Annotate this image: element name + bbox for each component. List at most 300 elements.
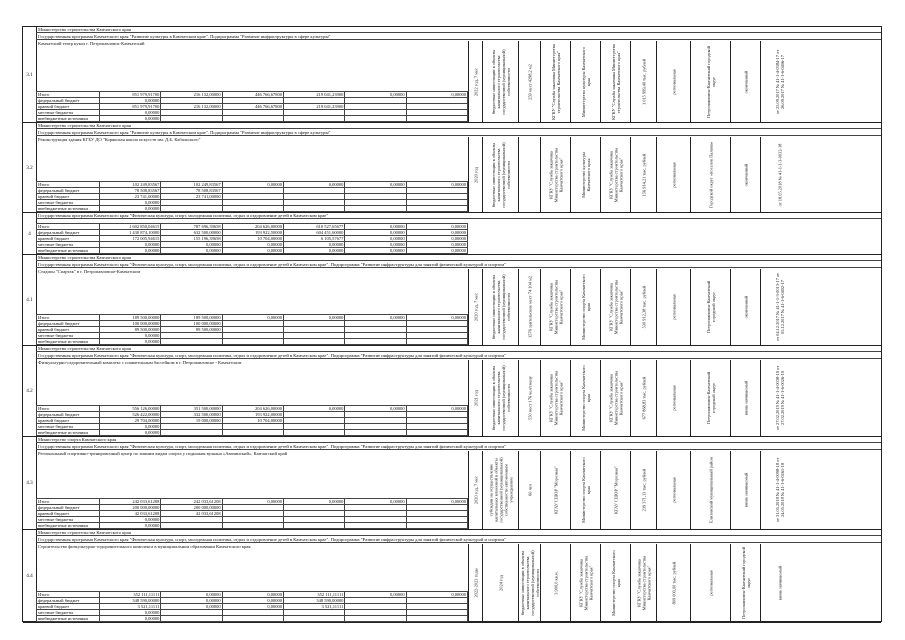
funding-value: 216 132,00000 [161,104,222,110]
attribute-column [690,360,730,436]
attribute-column [540,544,570,622]
funding-value [406,116,467,122]
funding-row [37,616,468,622]
funding-source-label: внебюджетные источники [37,206,100,212]
funding-value: 200 000,00000 [100,505,161,511]
funding-value [406,616,467,622]
funding-value: 0,00000 [222,248,283,254]
funding-value: 0,00000 [406,92,467,98]
funding-table [36,223,468,254]
block-header-1: Государственная программа Камчатского края "Физическая культура, спорт, молодежная политика, отдых и оздоровление детей в Камчатском крае". Подпрограмма "Развитие инфраструктуры для занятий физической культурой и спортом" [36,537,881,543]
funding-value: 0,00000 [222,182,283,188]
attribute-column [730,451,760,529]
object-name: Камчатский театр кукол г. Петропавловск-Камчатский [38,41,145,46]
object-name: Физкультурно-оздоровительный комплекс с плавательным бассейном в г. Петропавловске - Камчатском [38,360,242,365]
funding-value: 0,00000 [345,406,406,412]
attribute-column [540,41,570,122]
attribute-text: 809 000,00 тыс. рублей [671,561,676,605]
funding-row [37,206,468,212]
attribute-text: бюджетные инвестиции в объекты капитального строительства государственной (муниципальной) собственности [490,274,511,340]
funding-source-label: краевой бюджет [37,236,100,242]
funding-value: 0,00000 [222,242,283,248]
funding-value: 0,00000 [100,430,161,436]
funding-value: 851 979,91700 [100,92,161,98]
funding-value: 0,00000 [345,315,406,321]
funding-value: 556 126,00000 [100,406,161,412]
attribute-text: 1576 зрительских мест 74 104 м2 [527,276,532,338]
funding-value: 6 105,57677 [283,236,344,242]
funding-value: 0,00000 [406,182,467,188]
funding-value [161,206,222,212]
attribute-column [690,269,730,345]
funding-value [222,206,283,212]
funding-value: 0,00000 [100,339,161,345]
funding-value: 19 000,00000 [161,418,222,424]
funding-source-label: внебюджетные источники [37,248,100,254]
funding-source-label: федеральный бюджет [37,412,100,418]
funding-source-label: Итого [37,182,100,188]
attribute-text: Елизовский муниципальный район [708,457,713,523]
attribute-text: Министерство культуры Камчатского края [580,46,591,117]
funding-source-label: внебюджетные источники [37,616,100,622]
funding-value: 0,00000 [100,333,161,339]
attribute-text: от 18.05.2018 № 41-1-1-3-0032-18 [777,143,782,206]
funding-value [345,206,406,212]
attribute-column [518,544,540,622]
attribute-text: КГКУ "Служба заказчика Министерства строительства Камчатского края" [578,555,593,611]
attribute-column [570,544,600,622]
funding-source-label: местные бюджеты [37,424,100,430]
block-header-0: Государственная программа Камчатского края "Физическая культура, спорт, молодежная политика, отдых и оздоровление детей в Камчатском крае" [36,213,881,219]
funding-value: 446 766,67800 [222,104,283,110]
attribute-column [570,269,600,345]
table-block-5 [23,437,881,530]
attribute-text: окончанный [743,295,748,319]
funding-value [283,616,344,622]
attribute-text: вновь начинаемый [777,565,782,601]
attribute-text: 156 914,21 тыс. рублей [641,153,646,196]
attribute-column [656,360,690,436]
attribute-column [730,41,760,122]
funding-value: 100 000,00000 [161,321,222,327]
funding-value: 0,00000 [100,116,161,122]
funding-value: 352 111,11111 [283,592,344,598]
funding-source-label: Итого [37,315,100,321]
funding-source-label: Итого [37,224,100,230]
funding-value: 0,00000 [100,98,161,104]
funding-value: 348 590,00000 [100,598,161,604]
attribute-text: окончанный [743,163,748,186]
row-number: 4.4 [23,530,37,622]
funding-value: 0,00000 [161,604,222,610]
funding-value: 189 500,00000 [100,315,161,321]
funding-value: 193 922,00000 [222,412,283,418]
funding-value: 200 000,00000 [161,505,222,511]
attribute-text: региональная [671,385,676,411]
funding-source-label: федеральный бюджет [37,321,100,327]
attribute-text: КГКУ "Служба заказчика Министерства строительства Камчатского края" [610,43,621,120]
attribute-column [760,360,798,436]
table-block-2 [23,213,881,255]
funding-value: 0,00000 [406,315,467,321]
block-header-0: Министерство строительства Камчатского края [36,255,881,261]
funding-source-label: внебюджетные источники [37,430,100,436]
funding-value [406,523,467,529]
funding-value: 193 922,50000 [222,230,283,236]
table-block-0 [23,27,881,123]
funding-source-label: краевой бюджет [37,511,100,517]
attribute-text: Петропавловск-Камчатский городской округ [705,280,716,334]
attribute-column [600,41,630,122]
funding-value [283,430,344,436]
funding-value [283,339,344,345]
funding-value: 42 033,61208 [161,511,222,517]
attribute-columns [468,360,881,436]
funding-value: 89 500,00000 [161,327,222,333]
attribute-column [730,360,760,436]
funding-source-label: внебюджетные источники [37,339,100,345]
attribute-text: 2024 год [498,575,503,591]
attribute-text: региональная [671,294,676,320]
funding-source-label: местные бюджеты [37,517,100,523]
attribute-column [656,137,690,212]
funding-value: 351 500,00000 [161,406,222,412]
table-block-1 [23,123,881,213]
attribute-text: бюджетные инвестиции в объекты капитального строительства государственной (муниципальной) собственности [490,48,511,115]
attribute-column [468,137,482,212]
funding-value: 0,00000 [406,248,467,254]
object-name: Стадион "Спартак" в г. Петропавловске-Камчатском [38,269,141,274]
funding-row [37,339,468,345]
funding-value: 0,00000 [222,315,283,321]
funding-value: 216 132,00000 [161,92,222,98]
funding-source-label: краевой бюджет [37,104,100,110]
attribute-column [518,451,540,529]
attribute-text: КГКУ "Служба заказчика Министерства строительства Камчатского края" [608,370,623,426]
attribute-text: КГКУ "Служба заказчика Министерства строительства Камчатского края" [550,43,561,120]
funding-table [36,498,468,529]
funding-row [37,523,468,529]
object-name: Реконструкция здания КГБУ ДО "Корякская школа искусств им. Д.Б. Кабальского" [38,137,201,142]
funding-value: 0,00000 [406,242,467,248]
funding-value: 3 521,11111 [100,604,161,610]
funding-row [37,430,468,436]
funding-value [406,206,467,212]
funding-source-label: краевой бюджет [37,418,100,424]
attribute-column [656,544,690,622]
attribute-columns [468,41,881,122]
funding-value: 0,00000 [345,499,406,505]
attribute-column [482,269,518,345]
funding-value [161,116,222,122]
funding-value: 526 422,00000 [100,412,161,418]
funding-value: 3 521,11111 [283,604,344,610]
table-block-6 [23,530,881,623]
funding-value: 0,00000 [283,406,344,412]
funding-value [161,430,222,436]
attribute-column [690,451,730,529]
funding-source-label: местные бюджеты [37,110,100,116]
funding-source-label: местные бюджеты [37,610,100,616]
funding-value: 0,00000 [283,248,344,254]
attribute-column [630,269,656,345]
funding-source-label: местные бюджеты [37,242,100,248]
funding-table [36,91,468,122]
attribute-text: 677 868,83 тыс. рублей [641,376,646,420]
funding-value: 1 602 850,04615 [100,224,161,230]
funding-value: 219 041,23900 [283,104,344,110]
funding-source-label: местные бюджеты [37,333,100,339]
attribute-column [518,137,540,212]
attribute-text: 2021 год [473,390,478,406]
attribute-column [540,269,570,345]
funding-source-label: Итого [37,92,100,98]
funding-value: 0,00000 [100,616,161,622]
funding-value [222,339,283,345]
funding-value: 332 500,00000 [161,412,222,418]
attribute-text: 60 чел [527,484,532,496]
funding-row [37,116,468,122]
attribute-column [482,451,518,529]
attribute-column [600,269,630,345]
attribute-column [630,41,656,122]
attribute-columns [468,544,881,622]
attribute-column [482,544,518,622]
attribute-column [540,451,570,529]
block-header-1: Государственная программа Камчатского края "Развитие культуры в Камчатском крае". Подпрограмма "Развитие инфраструктуры в сфере культуры" [36,130,881,136]
funding-value: 242 033,61208 [161,499,222,505]
attribute-text: 2020 год [473,166,478,183]
attribute-text: вновь начинаемый [743,380,748,416]
funding-value: 0,00000 [283,242,344,248]
funding-value: 0,00000 [100,206,161,212]
funding-value: 242 033,61208 [100,499,161,505]
funding-value: 0,00000 [283,499,344,505]
funding-value: 0,00000 [406,406,467,412]
funding-value: 0,00000 [100,110,161,116]
funding-value: 0,00000 [222,604,283,610]
funding-value: 102 249,83567 [161,182,222,188]
funding-value [222,430,283,436]
attribute-text: 3 900,0 кв.м. [553,571,558,595]
funding-value: 0,00000 [345,592,406,598]
attribute-column [600,544,630,622]
funding-value: 0,00000 [222,598,283,604]
funding-value [345,616,406,622]
funding-value: 0,00000 [283,182,344,188]
funding-source-label: Итого [37,499,100,505]
attribute-column [518,41,540,122]
funding-value: 0,00000 [222,592,283,598]
attribute-text: Городской округ «поселок Палана» [708,141,713,208]
funding-value [283,206,344,212]
attribute-column [760,41,798,122]
block-header-0: Министерство строительства Камчатского края [36,123,881,129]
attribute-text: бюджетные инвестиции в объекты капитального строительства государственной (муниципальной) собственности [490,365,511,431]
funding-value: 787 696,39658 [161,224,222,230]
attribute-column [760,544,798,622]
attribute-text: КГКУ "Служба заказчика Министерства строительства Камчатского края" [548,279,563,335]
attribute-text: КГКУ "Служба заказчика Министерства строительства Камчатского края" [608,279,623,335]
funding-value [406,430,467,436]
attribute-column [760,137,798,212]
attribute-column [482,41,518,122]
funding-table [36,314,468,345]
funding-value: 0,00000 [283,315,344,321]
funding-source-label: краевой бюджет [37,194,100,200]
funding-source-label: внебюджетные источники [37,116,100,122]
funding-value: 204 626,00000 [222,224,283,230]
table-block-4 [23,346,881,437]
attribute-column [690,41,730,122]
attribute-column [540,137,570,212]
funding-value: 0,00000 [100,200,161,206]
attribute-columns [468,451,881,529]
funding-value: 23 741,00000 [161,194,222,200]
attribute-column [656,269,690,345]
row-number: 4.2 [23,346,37,436]
funding-value: 42 033,61208 [100,511,161,517]
attribute-column [570,137,600,212]
attribute-text: от 25.09.2017 № 41-1-4-0384-17 от 26.09.2017 № 41-1-6-0406-17 [774,49,785,114]
funding-value: 189 500,00000 [161,315,222,321]
attribute-column [540,360,570,436]
funding-value [283,116,344,122]
funding-value [345,430,406,436]
funding-value: 0,00000 [100,248,161,254]
attribute-column [600,360,630,436]
attribute-column [600,451,630,529]
attribute-column [656,41,690,122]
block-header-0: Министерство спорта Камчатского края [36,437,881,443]
funding-value: 102 249,83567 [100,182,161,188]
funding-value: 0,00000 [406,592,467,598]
funding-source-label: федеральный бюджет [37,505,100,511]
funding-value: 0,00000 [161,592,222,598]
attribute-column [468,41,482,122]
attribute-text: вновь начинаемый [743,472,748,508]
funding-value: 219 041,23900 [283,92,344,98]
attribute-column [760,269,798,345]
funding-source-label: федеральный бюджет [37,188,100,194]
funding-source-label: Итого [37,592,100,598]
object-name: Региональный спортивно-тренировочный центр по зимним видам спорта у подножия вулкана «Авачинский», Камчатский край [38,451,288,456]
block-header-0: Министерство строительства Камчатского края [36,530,881,536]
funding-value: 10 704,00000 [222,236,283,242]
funding-value: 0,00000 [161,598,222,604]
funding-value: 29 704,00000 [100,418,161,424]
attribute-text: 1 015 999,40 тыс. рублей [641,58,646,105]
funding-value: 348 590,00000 [283,598,344,604]
attribute-column [630,544,656,622]
funding-value: 0,00000 [100,610,161,616]
attribute-text: КГАУ СШОР "Морозная" [553,465,558,515]
funding-value [222,523,283,529]
attribute-text: региональная [708,570,713,596]
attribute-text: от 31.05.2018 № 41-1-4-0098-18 от 24.05.2018 № 41-1-6-0261-18 [774,457,785,523]
funding-source-label: краевой бюджет [37,604,100,610]
funding-value: 352 111,11111 [100,592,161,598]
funding-table [36,181,468,212]
funding-value: 0,00000 [161,242,222,248]
attribute-column [482,137,518,212]
funding-value: 0,00000 [345,230,406,236]
row-number: 4 [23,213,37,254]
attribute-text: 550 мест 176 чел/смену [527,376,532,420]
attribute-columns [468,137,881,212]
funding-source-label: местные бюджеты [37,200,100,206]
attribute-column [518,269,540,345]
attribute-text: 2020 год, 7 мес [473,475,478,505]
attribute-column [730,269,760,345]
attribute-column [468,451,482,529]
funding-value [222,616,283,622]
funding-value: 155 196,39658 [161,236,222,242]
funding-value: 172 005,94615 [100,236,161,242]
attribute-text: Петропавловск-Камчатский городской округ [705,45,716,118]
funding-value: 632 500,00000 [161,230,222,236]
attribute-text: Министерство спорта Камчатского края [610,550,621,616]
attribute-text: КГКУ "Служба заказчика Министерства строительства Камчатского края" [608,147,623,202]
funding-value [345,523,406,529]
funding-value: 0,00000 [345,248,406,254]
funding-value: 0,00000 [345,182,406,188]
row-number: 3.1 [23,27,37,122]
attribute-text: субсидии на осуществление капитальных вложений в объекты государственной (муниципальной) собственности автономным учреждениям [488,457,513,523]
block-header-1: Государственная программа Камчатского края "Физическая культура, спорт, молодежная политика, отдых и оздоровление детей в Камчатском крае". Подпрограмма "Развитие инфраструктуры для занятий физической культурой и спортом" [36,353,881,359]
funding-value: 204 626,00000 [222,406,283,412]
attribute-text: 2022-2023 годы [473,568,478,598]
funding-source-label: краевой бюджет [37,327,100,333]
attribute-text: Министерство культуры Камчатского края [580,151,591,198]
attribute-column [518,360,540,436]
funding-value: 604 451,60000 [283,230,344,236]
funding-value: 23 741,00000 [100,194,161,200]
funding-value [283,523,344,529]
attribute-text: региональная [671,161,676,188]
funding-value: 446 766,67800 [222,92,283,98]
funding-value: 0,00000 [406,224,467,230]
funding-value [161,523,222,529]
funding-value: 0,00000 [345,224,406,230]
attribute-text: региональная [671,68,676,95]
attribute-text: Петропавловск-Камчатский городской округ [705,371,716,425]
funding-row [37,248,468,254]
funding-value: 0,00000 [406,230,467,236]
block-header-1: Государственная программа Камчатского края "Физическая культура, спорт, молодежная политика, отдых и оздоровление детей в Камчатском крае". Подпрограмма "Развитие инфраструктуры для занятий физической культурой и спортом" [36,444,881,450]
attribute-text: региональная [671,477,676,503]
attribute-text: Министерство спорта Камчатского края [580,365,591,431]
row-number: 4.3 [23,437,37,529]
funding-source-label: федеральный бюджет [37,98,100,104]
funding-value: 0,00000 [406,236,467,242]
block-header-0: Министерство строительства Камчатского края [36,346,881,352]
row-number: 4.1 [23,255,37,345]
block-header-1: Государственная программа Камчатского края "Физическая культура, спорт, молодежная политика, отдых и оздоровление детей в Камчатском крае". Подпрограмма "Развитие инфраструктуры для занятий физической культурой и спортом" [36,262,881,268]
funding-value: 78 508,83567 [100,188,161,194]
funding-value [161,339,222,345]
row-number: 3.2 [23,123,37,212]
attribute-text: бюджетные инвестиции в объекты капитального строительства государственной (муниципальной) собственности [490,141,511,208]
attribute-column [570,41,600,122]
attribute-column [730,544,760,622]
funding-value: 610 527,65677 [283,224,344,230]
funding-source-label: федеральный бюджет [37,598,100,604]
attribute-text: бюджетные инвестиции в объекты капитального строительства государственной (муниципальной) собственности [519,550,540,616]
funding-value [222,116,283,122]
budget-table-sheet [22,26,882,622]
attribute-text: КГКУ "Служба заказчика Министерства строительства Камчатского края" [548,370,563,426]
